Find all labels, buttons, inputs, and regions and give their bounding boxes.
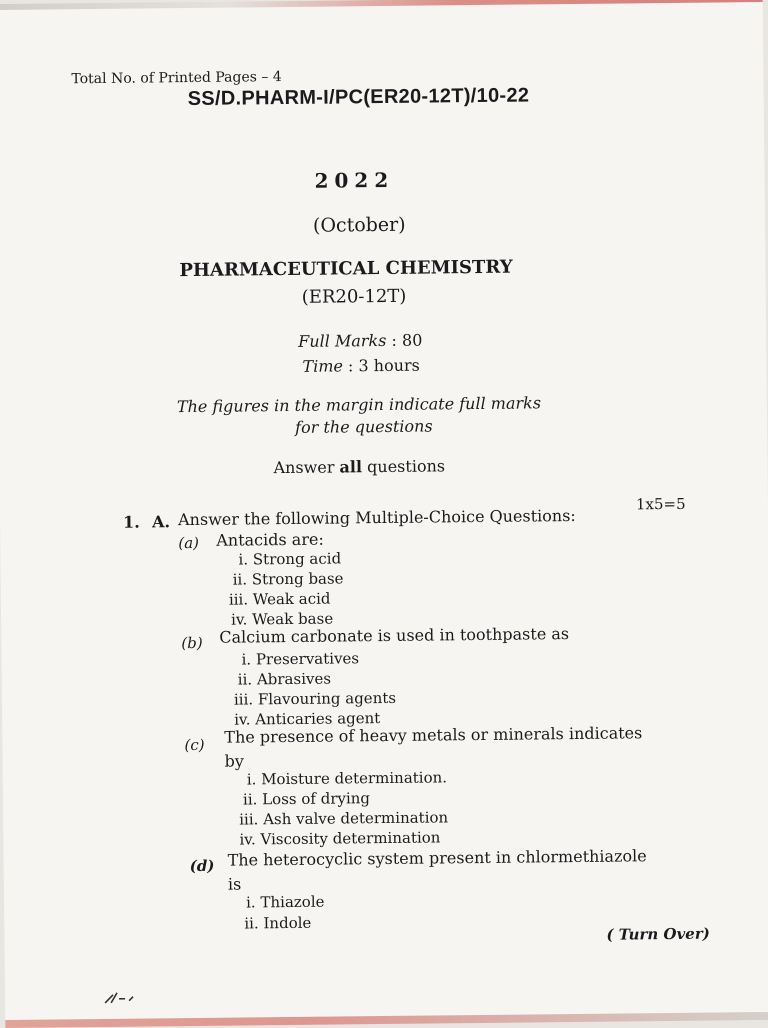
sub-question-d-text-cont: is xyxy=(227,874,242,894)
sub-question-a-label: (a) xyxy=(178,533,200,553)
option-d-i: i. Thiazole xyxy=(245,892,325,912)
answer-prefix: Answer xyxy=(273,457,340,478)
page-edge-top xyxy=(0,0,763,10)
sub-question-d-label: (d) xyxy=(189,856,215,876)
question-number: 1. xyxy=(122,512,140,532)
option-c-ii: ii. Loss of drying xyxy=(242,789,371,809)
option-a-i: i. Strong acid xyxy=(238,549,342,569)
option-a-iv: iv. Weak base xyxy=(231,609,334,629)
sub-question-c-label: (c) xyxy=(184,735,205,755)
margin-note-line2: for the questions xyxy=(295,416,433,437)
option-b-iii: iii. Flavouring agents xyxy=(233,688,397,709)
margin-note-line1: The figures in the margin indicate full marks xyxy=(176,393,542,417)
question-part: A. xyxy=(151,512,171,532)
full-marks xyxy=(298,331,422,351)
option-c-iv: iv. Viscosity determination xyxy=(239,828,441,849)
option-b-ii: ii. Abrasives xyxy=(237,669,332,689)
answer-all-instruction xyxy=(273,456,445,477)
turn-over-note: ( Turn Over) xyxy=(606,924,710,944)
sub-question-d-text: The heterocyclic system present in chlormethiazole xyxy=(227,846,647,870)
option-c-iii: iii. Ash valve determination xyxy=(239,808,449,829)
paper-code: SS/D.PHARM-I/PC(ER20-12T)/10-22 xyxy=(187,84,530,111)
sub-question-a-text: Antacids are: xyxy=(216,529,324,550)
full-marks-label: Full Marks xyxy=(298,330,387,351)
exam-month: (October) xyxy=(312,213,406,237)
page-edge-bottom xyxy=(5,1012,768,1028)
question-text: Answer the following Multiple-Choice Questions: xyxy=(177,505,576,530)
exam-time xyxy=(302,356,420,376)
full-marks-value: : 80 xyxy=(391,330,423,350)
option-b-i: i. Preservatives xyxy=(241,649,360,669)
option-a-ii: ii. Strong base xyxy=(232,569,344,589)
option-b-iv: iv. Anticaries agent xyxy=(234,709,381,729)
sub-question-c-text-cont: by xyxy=(224,751,244,771)
sub-question-c-text: The presence of heavy metals or minerals indicates xyxy=(224,723,643,747)
time-value: : 3 hours xyxy=(347,355,420,376)
time-label: Time xyxy=(302,356,344,376)
subject-code: (ER20-12T) xyxy=(301,285,407,308)
sub-question-b-text: Calcium carbonate is used in toothpaste as xyxy=(219,624,570,647)
option-d-ii: ii. Indole xyxy=(244,913,312,933)
exam-year: 2022 xyxy=(314,167,395,193)
handwritten-scribble-icon xyxy=(101,981,141,1011)
option-c-i: i. Moisture determination. xyxy=(246,768,448,789)
printed-pages-note: Total No. of Printed Pages – 4 xyxy=(71,69,282,88)
answer-bold: all xyxy=(339,457,363,477)
sub-question-b-label: (b) xyxy=(181,633,203,653)
option-a-iii: iii. Weak acid xyxy=(228,589,331,609)
subject-title: PHARMACEUTICAL CHEMISTRY xyxy=(179,256,513,282)
question-marks: 1x5=5 xyxy=(635,494,686,514)
answer-suffix: questions xyxy=(361,456,446,477)
